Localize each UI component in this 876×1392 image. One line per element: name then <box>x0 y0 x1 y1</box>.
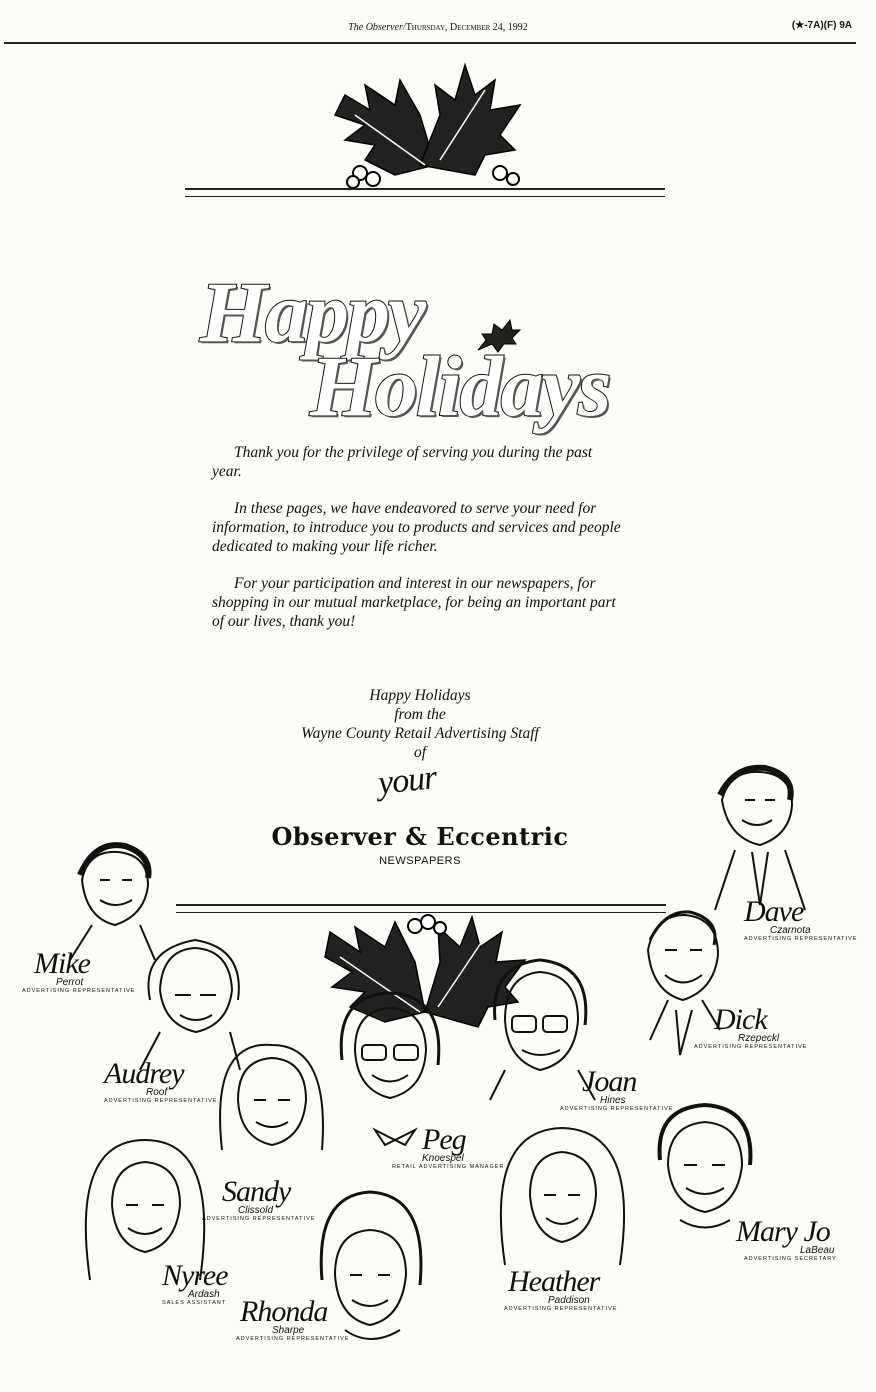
issue-date: Thursday, December 24, 1992 <box>405 22 528 33</box>
paragraph-thanks: Thank you for the privilege of serving you during the past year. <box>212 444 593 480</box>
portrait-dave <box>715 768 805 910</box>
staff-role: RETAIL ADVERTISING MANAGER <box>392 1164 505 1170</box>
headline-happy: Happy <box>200 264 425 360</box>
staff-last-name: Rzepeckl <box>738 1033 780 1044</box>
logo-subtitle: NEWSPAPERS <box>379 855 461 867</box>
signoff-line-2: from the <box>394 706 446 723</box>
staff-first-name: Joan <box>582 1065 637 1098</box>
staff-first-name: Mary Jo <box>736 1215 830 1248</box>
staff-first-name: Rhonda <box>240 1295 328 1328</box>
staff-role: ADVERTISING SECRETARY <box>744 1256 837 1262</box>
masthead-rule <box>4 42 856 44</box>
staff-last-name: Paddison <box>548 1295 590 1306</box>
staff-role: ADVERTISING REPRESENTATIVE <box>504 1306 618 1312</box>
staff-joan <box>560 1065 674 1112</box>
staff-role: ADVERTISING REPRESENTATIVE <box>104 1098 218 1104</box>
staff-first-name: Nyree <box>162 1259 228 1292</box>
signoff-line-4: of <box>413 744 427 761</box>
staff-role: SALES ASSISTANT <box>162 1300 227 1306</box>
staff-heather <box>504 1265 618 1312</box>
staff-last-name: Czarnota <box>770 925 811 936</box>
staff-first-name: Mike <box>34 947 90 980</box>
staff-last-name: Sharpe <box>272 1325 305 1336</box>
staff-role: ADVERTISING REPRESENTATIVE <box>744 936 858 942</box>
staff-first-name: Audrey <box>104 1057 184 1090</box>
observer-eccentric-logo <box>200 822 640 867</box>
script-your: your <box>376 759 439 802</box>
paragraph-information: In these pages, we have endeavored to serve your need for information, to introduce you to products and services and people dedicated to making your life richer. <box>212 500 621 555</box>
staff-role: ADVERTISING REPRESENTATIVE <box>202 1216 316 1222</box>
portrait-mike <box>70 845 155 960</box>
staff-rhonda <box>236 1295 350 1342</box>
body-copy <box>212 443 622 631</box>
staff-peg <box>392 1123 505 1170</box>
top-double-rule <box>185 188 665 197</box>
bottom-holly-illustration <box>320 912 530 1032</box>
staff-role: ADVERTISING REPRESENTATIVE <box>236 1336 350 1342</box>
page-code: (★-7A)(F) 9A <box>791 20 852 31</box>
paper-name: The Observer/ <box>348 22 406 33</box>
staff-last-name: Hines <box>600 1095 626 1106</box>
staff-first-name: Peg <box>422 1123 466 1156</box>
staff-last-name: Knoespel <box>422 1153 464 1164</box>
signoff <box>200 686 640 762</box>
portrait-audrey <box>140 940 240 1070</box>
staff-last-name: Ardash <box>188 1289 220 1300</box>
staff-mary-jo <box>736 1215 837 1262</box>
staff-sandy <box>202 1175 316 1222</box>
signoff-line-3: Wayne County Retail Advertising Staff <box>301 725 539 742</box>
staff-last-name: LaBeau <box>800 1245 835 1256</box>
paragraph-participation: For your participation and interest in our newspapers, for shopping in our mutual marketplace, for being an important part of our lives, thank you! <box>212 575 616 630</box>
staff-role: ADVERTISING REPRESENTATIVE <box>22 988 136 994</box>
staff-first-name: Heather <box>508 1265 600 1298</box>
portrait-heather <box>501 1128 624 1265</box>
signoff-line-1: Happy Holidays <box>369 687 471 704</box>
staff-audrey <box>104 1057 218 1104</box>
staff-role: ADVERTISING REPRESENTATIVE <box>694 1044 808 1050</box>
portrait-sandy <box>220 1045 323 1150</box>
staff-first-name: Dick <box>714 1003 767 1036</box>
staff-last-name: Clissold <box>238 1205 274 1216</box>
headline-holidays: Holidays <box>310 338 610 434</box>
staff-last-name: Roof <box>146 1087 168 1098</box>
staff-dave <box>744 895 858 942</box>
staff-dick <box>694 1003 808 1050</box>
top-holly-illustration <box>325 55 525 190</box>
staff-first-name: Dave <box>744 895 804 928</box>
masthead-date-line <box>0 22 876 33</box>
portrait-mary-jo <box>660 1105 751 1228</box>
staff-first-name: Sandy <box>222 1175 291 1208</box>
staff-nyree <box>162 1259 228 1306</box>
staff-mike <box>22 947 136 994</box>
staff-role: ADVERTISING REPRESENTATIVE <box>560 1106 674 1112</box>
staff-last-name: Perrot <box>56 977 84 988</box>
logo-name: Observer & Eccentric <box>271 822 569 851</box>
